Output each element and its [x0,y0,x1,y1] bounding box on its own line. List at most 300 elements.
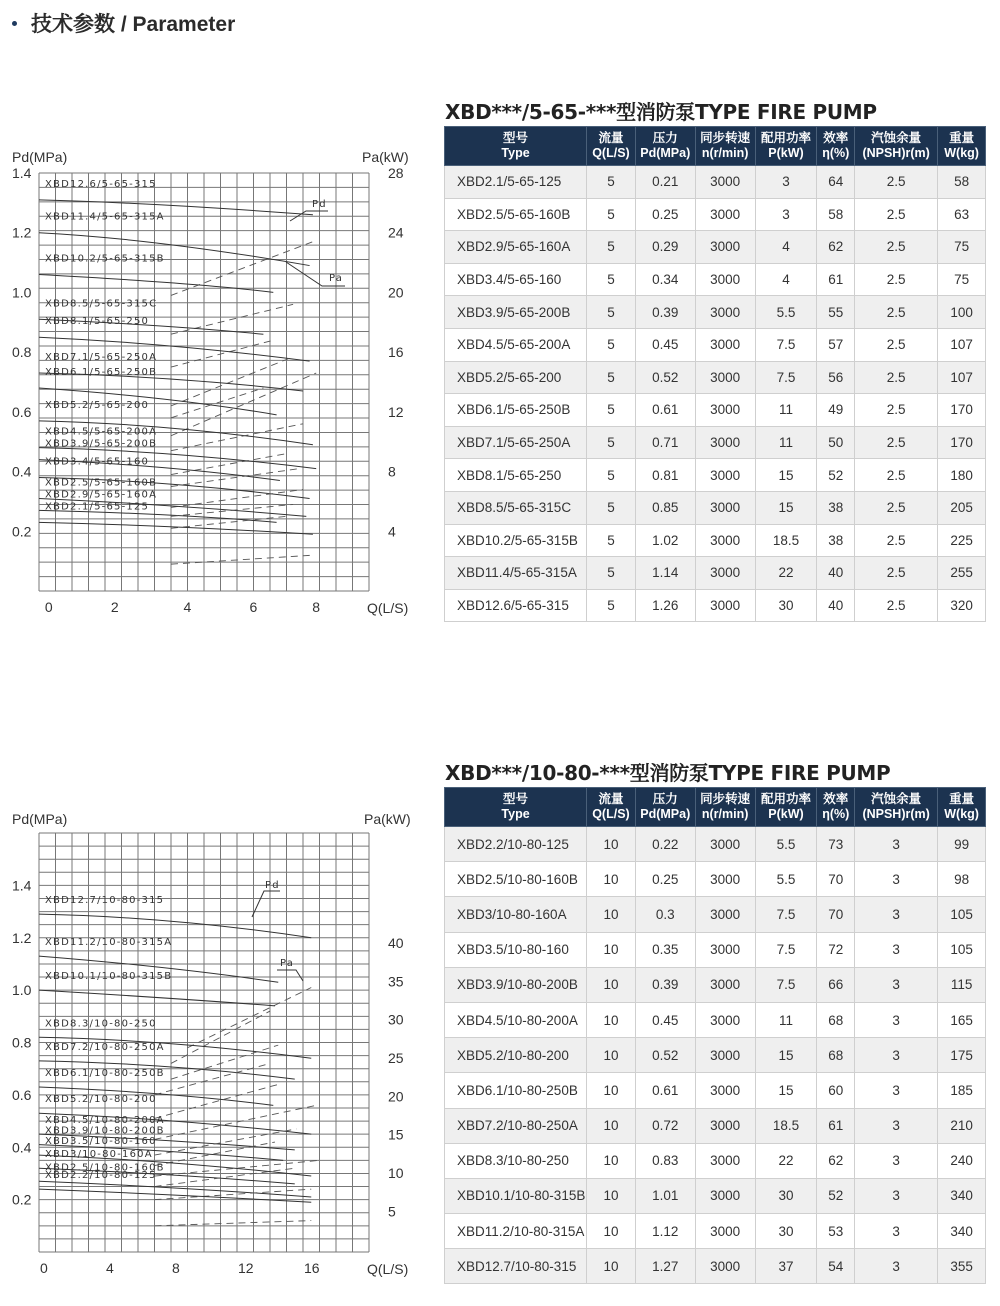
y-right-tick-label: 5 [388,1203,396,1220]
cell-flow: 10 [587,1108,636,1143]
cell-npsh: 2.5 [855,296,938,329]
cell-power: 15 [755,459,817,492]
cell-power: 11 [755,394,817,427]
cell-flow: 5 [587,491,636,524]
table-row [445,328,986,361]
cell-flow: 5 [587,361,636,394]
y-left-tick-label: 0.2 [12,1191,32,1208]
series-label: XBD2.1/5-65-125 [45,501,150,513]
cell-power: 15 [755,1038,817,1073]
cell-speed: 3000 [695,932,755,967]
cell-type: XBD12.6/5-65-315 [445,589,587,622]
column-header-pressure [635,127,695,166]
table-title-10-80: XBD***/10-80-***型消防泵TYPE FIRE PUMP [445,761,891,785]
chart-svg-5-65 [0,140,430,620]
column-header-flow [587,788,636,827]
column-header-type [445,127,587,166]
cell-flow: 5 [587,426,636,459]
column-header-en: Type [501,146,530,160]
cell-efficiency: 62 [817,1143,855,1178]
cell-flow: 10 [587,827,636,862]
cell-pressure: 0.85 [635,491,695,524]
cell-efficiency: 62 [817,231,855,264]
cell-npsh: 2.5 [855,166,938,199]
cell-npsh: 2.5 [855,361,938,394]
cell-power: 7.5 [755,932,817,967]
table-row [445,1002,986,1037]
cell-weight: 340 [938,1178,986,1213]
cell-npsh: 3 [855,1073,938,1108]
table-row [445,932,986,967]
cell-pressure: 0.61 [635,1073,695,1108]
cell-speed: 3000 [695,862,755,897]
y-right-tick-label: 40 [388,934,404,951]
x-tick-label: 16 [303,1260,320,1276]
cell-type: XBD11.2/10-80-315A [445,1214,587,1249]
table-row [445,1143,986,1178]
table-row [445,1073,986,1108]
cell-pressure: 0.52 [635,1038,695,1073]
cell-weight: 100 [938,296,986,329]
column-header-en: η(%) [822,807,850,821]
y-left-tick-label: 1.4 [12,165,32,181]
table-row [445,1178,986,1213]
cell-type: XBD8.1/5-65-250 [445,459,587,492]
cell-npsh: 2.5 [855,328,938,361]
cell-speed: 3000 [695,1073,755,1108]
y-right-tick-label: 28 [388,165,404,181]
table-body [445,827,986,1284]
cell-pressure: 0.72 [635,1108,695,1143]
cell-weight: 340 [938,1214,986,1249]
table-row [445,361,986,394]
x-axis-label: Q(L/S) [367,1261,409,1277]
cell-weight: 255 [938,557,986,590]
pd-callout-label: Pd [265,880,280,891]
x-tick-label: 4 [105,1260,114,1276]
cell-weight: 180 [938,459,986,492]
cell-npsh: 3 [855,1214,938,1249]
cell-weight: 320 [938,589,986,622]
cell-type: XBD2.5/5-65-160B [445,198,587,231]
cell-efficiency: 60 [817,1073,855,1108]
cell-type: XBD5.2/10-80-200 [445,1038,587,1073]
y-left-tick-label: 1.2 [12,224,32,241]
column-header-speed [695,788,755,827]
cell-power: 4 [755,263,817,296]
pa-curve [171,516,287,528]
cell-speed: 3000 [695,589,755,622]
cell-power: 3 [755,198,817,231]
table-row [445,1108,986,1143]
y-left-tick-label: 0.2 [12,523,32,540]
cell-power: 18.5 [755,1108,817,1143]
pa-curve [171,504,293,516]
pa-curve [171,373,316,436]
cell-flow: 10 [587,897,636,932]
cell-pressure: 1.27 [635,1249,695,1284]
column-header-efficiency [817,127,855,166]
cell-power: 22 [755,557,817,590]
x-axis-label: Q(L/S) [367,600,409,616]
cell-power: 30 [755,1214,817,1249]
column-header-cn: 流量 [598,792,624,806]
x-tick-label: 6 [249,599,258,615]
series-label: XBD8.5/5-65-315C [45,298,158,310]
cell-type: XBD6.1/10-80-250B [445,1073,587,1108]
column-header-cn: 同步转速 [700,131,751,145]
column-header-en: η(%) [822,146,850,160]
table-row [445,296,986,329]
cell-type: XBD11.4/5-65-315A [445,557,587,590]
cell-npsh: 2.5 [855,231,938,264]
table-row [445,394,986,427]
y-left-tick-label: 0.4 [12,1139,32,1156]
series-label: XBD5.2/5-65-200 [45,399,150,411]
cell-pressure: 0.52 [635,361,695,394]
bullet-dot-icon [12,21,17,26]
column-header-cn: 效率 [823,131,849,145]
cell-flow: 10 [587,1143,636,1178]
column-header-en: Pd(MPa) [640,807,691,821]
cell-pressure: 0.45 [635,1002,695,1037]
series-label: XBD6.1/5-65-250B [45,366,158,378]
cell-weight: 165 [938,1002,986,1037]
cell-npsh: 2.5 [855,491,938,524]
column-header-cn: 重量 [949,792,975,806]
series-label: XBD3.9/10-80-200B [45,1125,165,1137]
cell-speed: 3000 [695,459,755,492]
cell-efficiency: 68 [817,1038,855,1073]
column-header-en: n(r/min) [701,146,749,160]
column-header-en: n(r/min) [701,807,749,821]
series-label: XBD2.2/10-80-125 [45,1170,157,1182]
y-right-tick-label: 10 [388,1165,404,1182]
cell-weight: 355 [938,1249,986,1284]
cell-weight: 63 [938,198,986,231]
table-row [445,198,986,231]
cell-pressure: 0.25 [635,198,695,231]
table-row [445,166,986,199]
performance-chart-10-80 [0,800,430,1280]
chart-svg-10-80 [0,800,430,1280]
cell-efficiency: 50 [817,426,855,459]
column-header-cn: 重量 [949,131,975,145]
series-label: XBD5.2/10-80-200 [45,1094,157,1106]
column-header-flow [587,127,636,166]
cell-pressure: 1.01 [635,1178,695,1213]
cell-power: 4 [755,231,817,264]
cell-npsh: 2.5 [855,263,938,296]
cell-flow: 10 [587,1249,636,1284]
column-header-cn: 压力 [652,792,678,806]
cell-weight: 58 [938,166,986,199]
cell-pressure: 0.22 [635,827,695,862]
x-tick-label: 2 [110,599,119,615]
column-header-pressure [635,788,695,827]
y-axis-left-label: Pd(MPa) [12,149,68,165]
table-row [445,967,986,1002]
series-label: XBD3.4/5-65-160 [45,456,150,468]
section-title [8,8,235,38]
cell-speed: 3000 [695,967,755,1002]
pa-curve [155,1142,275,1166]
cell-pressure: 0.3 [635,897,695,932]
series-label: XBD2.9/5-65-160A [45,489,158,501]
cell-speed: 3000 [695,1108,755,1143]
cell-flow: 10 [587,932,636,967]
cell-npsh: 2.5 [855,557,938,590]
cell-speed: 3000 [695,557,755,590]
cell-weight: 175 [938,1038,986,1073]
column-header-npsh [855,127,938,166]
cell-weight: 105 [938,932,986,967]
table-header-row [445,788,986,827]
table-row [445,524,986,557]
cell-efficiency: 55 [817,296,855,329]
pa-callout-label: Pa [280,958,295,969]
cell-type: XBD12.7/10-80-315 [445,1249,587,1284]
y-left-tick-label: 0.4 [12,463,32,480]
cell-type: XBD8.3/10-80-250 [445,1143,587,1178]
cell-flow: 5 [587,328,636,361]
y-right-tick-label: 8 [388,463,396,480]
column-header-power [755,127,817,166]
x-tick-label: 8 [171,1260,180,1276]
series-label: XBD11.4/5-65-315A [45,211,165,223]
table-row [445,557,986,590]
cell-npsh: 2.5 [855,198,938,231]
cell-power: 7.5 [755,897,817,932]
column-header-speed [695,127,755,166]
cell-efficiency: 38 [817,491,855,524]
cell-pressure: 1.14 [635,557,695,590]
cell-npsh: 2.5 [855,394,938,427]
cell-speed: 3000 [695,491,755,524]
cell-speed: 3000 [695,1178,755,1213]
cell-pressure: 0.39 [635,967,695,1002]
cell-type: XBD3/10-80-160A [445,897,587,932]
x-tick-label: 4 [183,599,192,615]
column-header-cn: 同步转速 [700,792,751,806]
series-label: XBD7.2/10-80-250A [45,1041,165,1053]
table-row [445,1038,986,1073]
cell-efficiency: 49 [817,394,855,427]
pa-curve [171,340,273,367]
cell-efficiency: 61 [817,263,855,296]
column-header-en: P(kW) [768,146,804,160]
pd-callout-label: Pd [312,199,327,210]
cell-pressure: 0.81 [635,459,695,492]
cell-speed: 3000 [695,897,755,932]
column-header-cn: 效率 [823,792,849,806]
y-right-tick-label: 35 [388,973,404,990]
cell-npsh: 3 [855,1249,938,1284]
cell-type: XBD5.2/5-65-200 [445,361,587,394]
series-label: XBD8.3/10-80-250 [45,1018,157,1030]
cell-power: 15 [755,1073,817,1108]
column-header-cn: 配用功率 [761,792,812,806]
table-row [445,426,986,459]
y-right-tick-label: 20 [388,284,404,301]
column-header-en: Type [501,807,530,821]
cell-flow: 5 [587,557,636,590]
table-row [445,1249,986,1284]
cell-efficiency: 73 [817,827,855,862]
x-tick-label: 0 [44,599,53,615]
cell-efficiency: 70 [817,897,855,932]
cell-weight: 205 [938,491,986,524]
cell-flow: 10 [587,1214,636,1249]
cell-weight: 98 [938,862,986,897]
cell-speed: 3000 [695,1214,755,1249]
cell-efficiency: 72 [817,932,855,967]
cell-flow: 5 [587,524,636,557]
cell-pressure: 1.12 [635,1214,695,1249]
cell-npsh: 3 [855,967,938,1002]
cell-npsh: 2.5 [855,589,938,622]
cell-weight: 75 [938,231,986,264]
pd-curve [39,275,273,293]
series-label: XBD2.5/10-80-160B [45,1162,165,1174]
column-header-en: Pd(MPa) [640,146,691,160]
cell-pressure: 0.45 [635,328,695,361]
series-label: XBD7.1/5-65-250A [45,352,158,364]
cell-flow: 5 [587,198,636,231]
cell-efficiency: 52 [817,1178,855,1213]
y-axis-left-label: Pd(MPa) [12,811,68,827]
y-left-tick-label: 0.8 [12,344,32,361]
series-label: XBD3/10-80-160A [45,1149,153,1161]
series-label: XBD8.1/5-65-250 [45,316,150,328]
column-header-weight [938,788,986,827]
cell-power: 18.5 [755,524,817,557]
x-tick-label: 8 [312,599,320,615]
cell-power: 30 [755,1178,817,1213]
y-right-tick-label: 12 [388,403,404,420]
series-label: XBD4.5/5-65-200A [45,426,158,438]
cell-weight: 170 [938,426,986,459]
cell-efficiency: 52 [817,459,855,492]
cell-npsh: 3 [855,862,938,897]
cell-pressure: 0.35 [635,932,695,967]
cell-power: 3 [755,166,817,199]
cell-flow: 5 [587,296,636,329]
cell-type: XBD7.2/10-80-250A [445,1108,587,1143]
column-header-cn: 汽蚀余量 [871,131,922,145]
cell-speed: 3000 [695,394,755,427]
y-left-tick-label: 0.8 [12,1034,32,1051]
pa-curve [155,1084,279,1118]
cell-pressure: 0.61 [635,394,695,427]
pa-curve [155,1168,295,1186]
cell-weight: 105 [938,897,986,932]
cell-speed: 3000 [695,166,755,199]
cell-pressure: 0.71 [635,426,695,459]
cell-speed: 3000 [695,1038,755,1073]
cell-flow: 10 [587,862,636,897]
cell-type: XBD6.1/5-65-250B [445,394,587,427]
y-left-tick-label: 1.0 [12,284,32,301]
cell-weight: 225 [938,524,986,557]
column-header-power [755,788,817,827]
table-row [445,862,986,897]
y-left-tick-label: 1.2 [12,929,32,946]
cell-type: XBD3.9/5-65-200B [445,296,587,329]
cell-type: XBD4.5/10-80-200A [445,1002,587,1037]
performance-chart-5-65 [0,140,430,620]
cell-speed: 3000 [695,1002,755,1037]
cell-power: 7.5 [755,361,817,394]
cell-pressure: 0.39 [635,296,695,329]
cell-npsh: 3 [855,1108,938,1143]
cell-weight: 75 [938,263,986,296]
cell-power: 7.5 [755,328,817,361]
pd-callout-line [252,891,280,917]
cell-pressure: 0.29 [635,231,695,264]
series-label: XBD3.9/5-65-200B [45,438,158,450]
pa-curve [188,988,312,1048]
cell-pressure: 1.26 [635,589,695,622]
cell-type: XBD7.1/5-65-250A [445,426,587,459]
cell-type: XBD8.5/5-65-315C [445,491,587,524]
cell-speed: 3000 [695,361,755,394]
cell-pressure: 0.34 [635,263,695,296]
y-axis-right-label: Pa(kW) [362,149,409,165]
cell-pressure: 1.02 [635,524,695,557]
y-right-tick-label: 4 [388,523,396,540]
series-label: XBD12.7/10-80-315 [45,895,165,907]
column-header-cn: 型号 [503,131,529,145]
cell-speed: 3000 [695,827,755,862]
column-header-en: W(kg) [944,807,979,821]
cell-weight: 170 [938,394,986,427]
column-header-npsh [855,788,938,827]
cell-flow: 10 [587,967,636,1002]
cell-pressure: 0.83 [635,1143,695,1178]
cell-npsh: 2.5 [855,426,938,459]
cell-flow: 5 [587,263,636,296]
cell-efficiency: 53 [817,1214,855,1249]
spec-table-5-65 [444,126,986,622]
cell-type: XBD3.5/10-80-160 [445,932,587,967]
cell-flow: 5 [587,231,636,264]
column-header-cn: 压力 [652,131,678,145]
cell-type: XBD2.2/10-80-125 [445,827,587,862]
cell-type: XBD2.9/5-65-160A [445,231,587,264]
cell-efficiency: 56 [817,361,855,394]
cell-power: 5.5 [755,296,817,329]
cell-weight: 115 [938,967,986,1002]
cell-speed: 3000 [695,426,755,459]
column-header-en: Q(L/S) [592,807,630,821]
cell-flow: 10 [587,1002,636,1037]
y-left-tick-label: 1.0 [12,982,32,999]
cell-speed: 3000 [695,328,755,361]
y-left-tick-label: 0.6 [12,403,32,420]
cell-efficiency: 58 [817,198,855,231]
cell-flow: 5 [587,589,636,622]
cell-speed: 3000 [695,231,755,264]
cell-flow: 5 [587,166,636,199]
cell-power: 37 [755,1249,817,1284]
column-header-efficiency [817,788,855,827]
cell-npsh: 3 [855,1178,938,1213]
column-header-cn: 配用功率 [761,131,812,145]
pa-curve [171,469,300,487]
cell-flow: 5 [587,394,636,427]
y-left-tick-label: 1.4 [12,877,32,894]
